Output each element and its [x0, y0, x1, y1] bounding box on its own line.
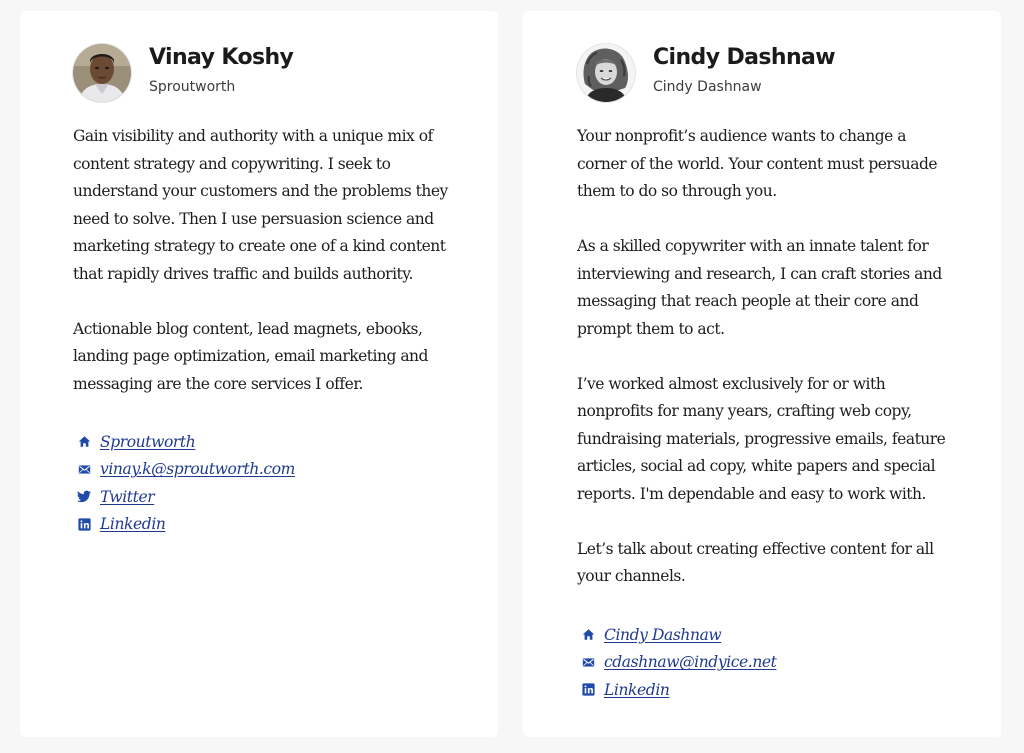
- link-item-email: [77, 456, 295, 484]
- email-icon: [581, 655, 595, 669]
- linkedin-icon: [77, 517, 91, 531]
- website-link[interactable]: Sproutworth: [100, 432, 196, 451]
- profile-links: [581, 621, 777, 704]
- profile-card-cindy-dashnaw: [523, 11, 1001, 737]
- bio-paragraph: Let’s talk about creating effective content for all your channels.: [577, 539, 934, 585]
- bio-paragraph: Actionable blog content, lead magnets, ebooks, landing page optimization, email marketing and messaging are the core services I offer.: [73, 319, 428, 393]
- link-item-website: [581, 621, 777, 649]
- profile-organization: Sproutworth: [149, 79, 236, 95]
- avatar: [73, 44, 131, 102]
- bio-paragraph: I’ve worked almost exclusively for or with nonprofits for many years, crafting web copy, fundraising materials, progressive emails, feature articles, social ad copy, white papers and special reports. I'm dependable and easy to work with.: [577, 374, 946, 503]
- profile-name: Cindy Dashnaw: [653, 45, 835, 70]
- linkedin-icon: [581, 683, 595, 697]
- profile-name: Vinay Koshy: [149, 45, 294, 70]
- twitter-link[interactable]: Twitter: [100, 487, 155, 506]
- linkedin-link[interactable]: Linkedin: [604, 680, 670, 699]
- profile-bio: [577, 123, 957, 618]
- home-icon: [77, 435, 91, 449]
- linkedin-link[interactable]: Linkedin: [100, 515, 166, 534]
- website-link[interactable]: Cindy Dashnaw: [604, 625, 722, 644]
- twitter-icon: [77, 490, 91, 504]
- link-item-email: [581, 649, 777, 677]
- bio-paragraph: As a skilled copywriter with an innate talent for interviewing and research, I can craft stories and messaging that reach people at their core and prompt them to act.: [577, 237, 942, 338]
- link-item-linkedin: [77, 511, 295, 539]
- bio-paragraph: Gain visibility and authority with a unique mix of content strategy and copywriting. I seek to understand your customers and the problems they need to solve. Then I use persuasion science and marketing strategy to create one of a kind content that rapidly drives traffic and builds authority.: [73, 127, 448, 283]
- profile-organization: Cindy Dashnaw: [653, 79, 762, 95]
- email-link[interactable]: vinay.k@sproutworth.com: [100, 460, 295, 479]
- avatar: [577, 44, 635, 102]
- profile-bio: [73, 123, 463, 426]
- email-icon: [77, 462, 91, 476]
- bio-paragraph: Your nonprofit’s audience wants to change a corner of the world. Your content must persuade them to do so through you.: [577, 127, 938, 200]
- link-item-linkedin: [581, 676, 777, 704]
- home-icon: [581, 628, 595, 642]
- email-link[interactable]: cdashnaw@indyice.net: [604, 653, 777, 672]
- link-item-twitter: [77, 483, 295, 511]
- link-item-website: [77, 428, 295, 456]
- profile-links: [77, 428, 295, 538]
- profile-card-vinay-koshy: [20, 11, 498, 737]
